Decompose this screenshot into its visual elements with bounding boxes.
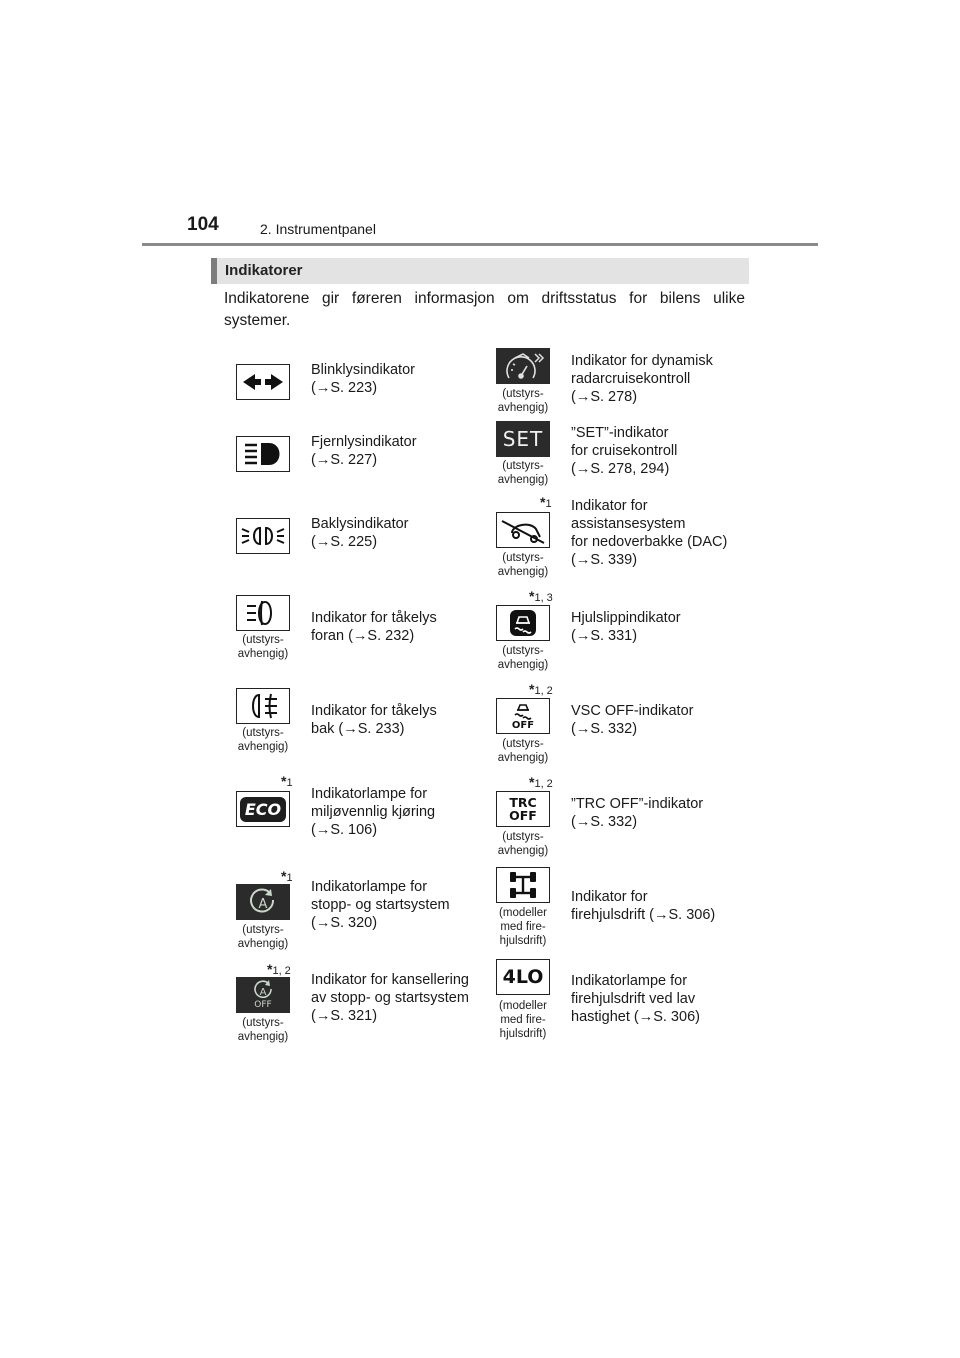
svg-text:A: A [258, 897, 268, 912]
front-fog-icon [236, 595, 290, 631]
left-desc-2: Fjernlysindikator (→S. 227) [311, 434, 417, 468]
right-note-8: (modeller med fire- hjulsdrift) [499, 1000, 547, 1040]
right-desc-3: Indikator for assistansesystem for nedoverbakke (DAC) (→S. 339) [571, 498, 728, 568]
rear-fog-icon [236, 688, 290, 724]
cruise-set-label: SET [502, 427, 544, 451]
right-footnote-6: *1, 2 [529, 774, 553, 790]
tail-light-icon [236, 518, 290, 554]
right-desc-2: ”SET”-indikator for cruisekontroll (→S. 278, 294) [571, 425, 678, 477]
four-lo-icon [496, 959, 550, 995]
turn-signal-icon [236, 364, 290, 400]
trc-off-icon [496, 791, 550, 827]
stop-start-off-label: OFF [254, 1000, 272, 1010]
vsc-off-icon [496, 698, 550, 734]
left-footnote-7: *1 [281, 868, 293, 884]
right-desc-4: Hjulslippindikator (→S. 331) [571, 610, 681, 644]
cruise-set-icon [496, 421, 550, 457]
right-note-4: (utstyrs- avhengig) [497, 645, 549, 671]
section-heading [211, 258, 749, 284]
trc-off-label: TRC OFF [509, 795, 537, 823]
right-note-5: (utstyrs- avhengig) [497, 738, 549, 764]
left-desc-1: Blinklysindikator (→S. 223) [311, 362, 415, 396]
high-beam-icon [236, 436, 290, 472]
right-note-7: (modeller med fire- hjulsdrift) [499, 907, 547, 947]
right-desc-5: VSC OFF-indikator (→S. 332) [571, 703, 694, 737]
right-desc-7: Indikator for firehjulsdrift (→S. 306) [571, 889, 716, 923]
left-note-4: (utstyrs- avhengig) [237, 634, 289, 660]
left-desc-8: Indikator for kansellering av stopp- og startsystem (→S. 321) [311, 972, 469, 1024]
left-footnote-6: *1 [281, 773, 293, 789]
vsc-off-label: OFF [511, 719, 535, 731]
left-desc-7: Indikatorlampe for stopp- og startsystem (→S. 320) [311, 879, 450, 931]
left-note-8: (utstyrs- avhengig) [237, 1017, 289, 1043]
right-note-3: (utstyrs- avhengig) [497, 552, 549, 578]
right-desc-1: Indikator for dynamisk radarcruisekontroll (→S. 278) [571, 353, 713, 405]
right-desc-8: Indikatorlampe for firehjulsdrift ved lav hastighet (→S. 306) [571, 973, 700, 1025]
dynamic-radar-cruise-icon [496, 348, 550, 384]
four-wd-icon [496, 867, 550, 903]
right-footnote-5: *1, 2 [529, 681, 553, 697]
stop-start-off-icon [236, 977, 290, 1013]
page-number: 104 [187, 214, 219, 235]
intro-paragraph: Indikatorene gir føreren informasjon om driftsstatus for bilens ulike systemer. [224, 290, 745, 329]
right-note-1: (utstyrs- avhengig) [497, 388, 549, 414]
slip-icon [496, 605, 550, 641]
section-title: Indikatorer [225, 262, 303, 279]
dac-icon [496, 512, 550, 548]
left-desc-5: Indikator for tåkelys bak (→S. 233) [311, 703, 437, 737]
eco-icon-label: ECO [240, 797, 286, 822]
header-rule [142, 243, 818, 246]
right-note-6: (utstyrs- avhengig) [497, 831, 549, 857]
right-note-2: (utstyrs- avhengig) [497, 460, 549, 486]
chapter-title: 2. Instrumentpanel [260, 221, 376, 237]
left-desc-6: Indikatorlampe for miljøvennlig kjøring (→S. 106) [311, 786, 436, 838]
left-note-7: (utstyrs- avhengig) [237, 924, 289, 950]
right-footnote-4: *1, 3 [529, 588, 553, 604]
left-desc-3: Baklysindikator (→S. 225) [311, 516, 409, 550]
right-footnote-3: *1 [540, 494, 552, 510]
left-note-5: (utstyrs- avhengig) [237, 727, 289, 753]
four-lo-label: 4LO [502, 966, 544, 988]
right-desc-6: ”TRC OFF”-indikator (→S. 332) [571, 796, 704, 830]
left-footnote-8: *1, 2 [267, 961, 291, 977]
eco-icon [236, 791, 290, 827]
left-desc-4: Indikator for tåkelys foran (→S. 232) [311, 610, 437, 644]
stop-start-icon [236, 884, 290, 920]
svg-text:A: A [259, 987, 267, 998]
